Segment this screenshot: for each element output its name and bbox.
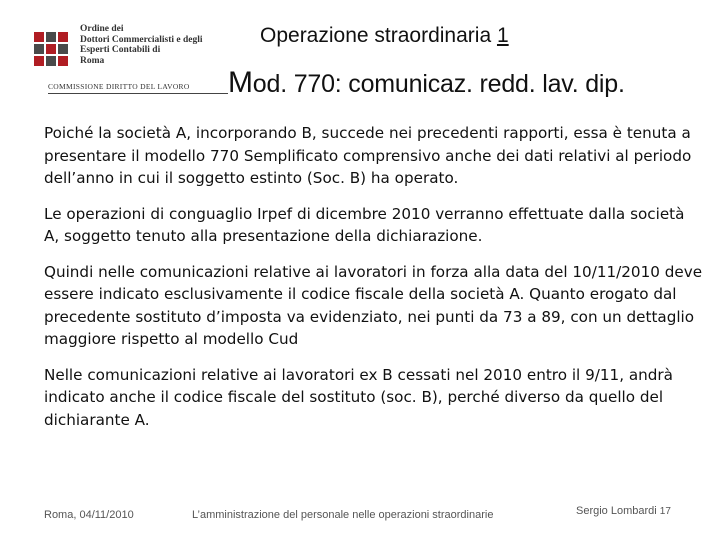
- subtitle-rest: od. 770: comunicaz. redd. lav. dip.: [252, 70, 625, 98]
- body-paragraph: Poiché la società A, incorporando B, succede nei precedenti rapporti, essa è tenuta a presentare il modello 770 Semplificato comprensivo anche dei dati relativi al periodo dell’anno in cui il soggetto estinto (Soc. B) ha operato.: [44, 124, 692, 187]
- body-paragraph: Quindi nelle comunicazioni relative ai lavoratori in forza alla data del 10/11/2010 deve essere indicato esclusivamente il codice fiscale della società A. Quanto erogato dal precedente sostituto d’imposta va evidenziato, nei punti da 73 a 89, con un dettaglio maggiore rispetto al modello Cud: [44, 262, 703, 348]
- logo: [32, 24, 212, 94]
- footer-date: Roma, 04/11/2010: [44, 509, 134, 521]
- logo-text: [80, 24, 220, 66]
- slide-title: [260, 24, 509, 48]
- ordine-emblem-icon: [32, 30, 72, 70]
- page-number: 17: [659, 506, 671, 517]
- body-paragraph: Le operazioni di conguaglio Irpef di dicembre 2010 verranno effettuate dalla società A, soggetto tenuto alla presentazione della dichiarazione.: [44, 204, 685, 245]
- slide-subtitle: [228, 66, 625, 100]
- footer-title: L’amministrazione del personale nelle operazioni straordinarie: [192, 509, 494, 521]
- logo-underline: [48, 93, 228, 94]
- logo-line: Esperti Contabili di: [80, 45, 161, 55]
- logo-commission: COMMISSIONE DIRITTO DEL LAVORO: [48, 82, 190, 91]
- footer-author: Sergio Lombardi: [576, 505, 657, 517]
- title-number: 1: [496, 24, 509, 47]
- body-paragraph: Nelle comunicazioni relative ai lavoratori ex B cessati nel 2010 entro il 9/11, andrà indicato anche il codice fiscale del sostituto (soc. B), perché diverso da quello del dichiarante A.: [44, 365, 673, 429]
- footer-author-page: [576, 505, 671, 517]
- subtitle-initial: M: [228, 66, 253, 99]
- slide-body: [44, 122, 704, 444]
- logo-line: Ordine dei: [80, 24, 124, 34]
- title-main: Operazione straordinaria: [260, 24, 492, 47]
- logo-line: Dottori Commercialisti e degli: [80, 34, 203, 45]
- logo-line: Roma: [80, 55, 105, 66]
